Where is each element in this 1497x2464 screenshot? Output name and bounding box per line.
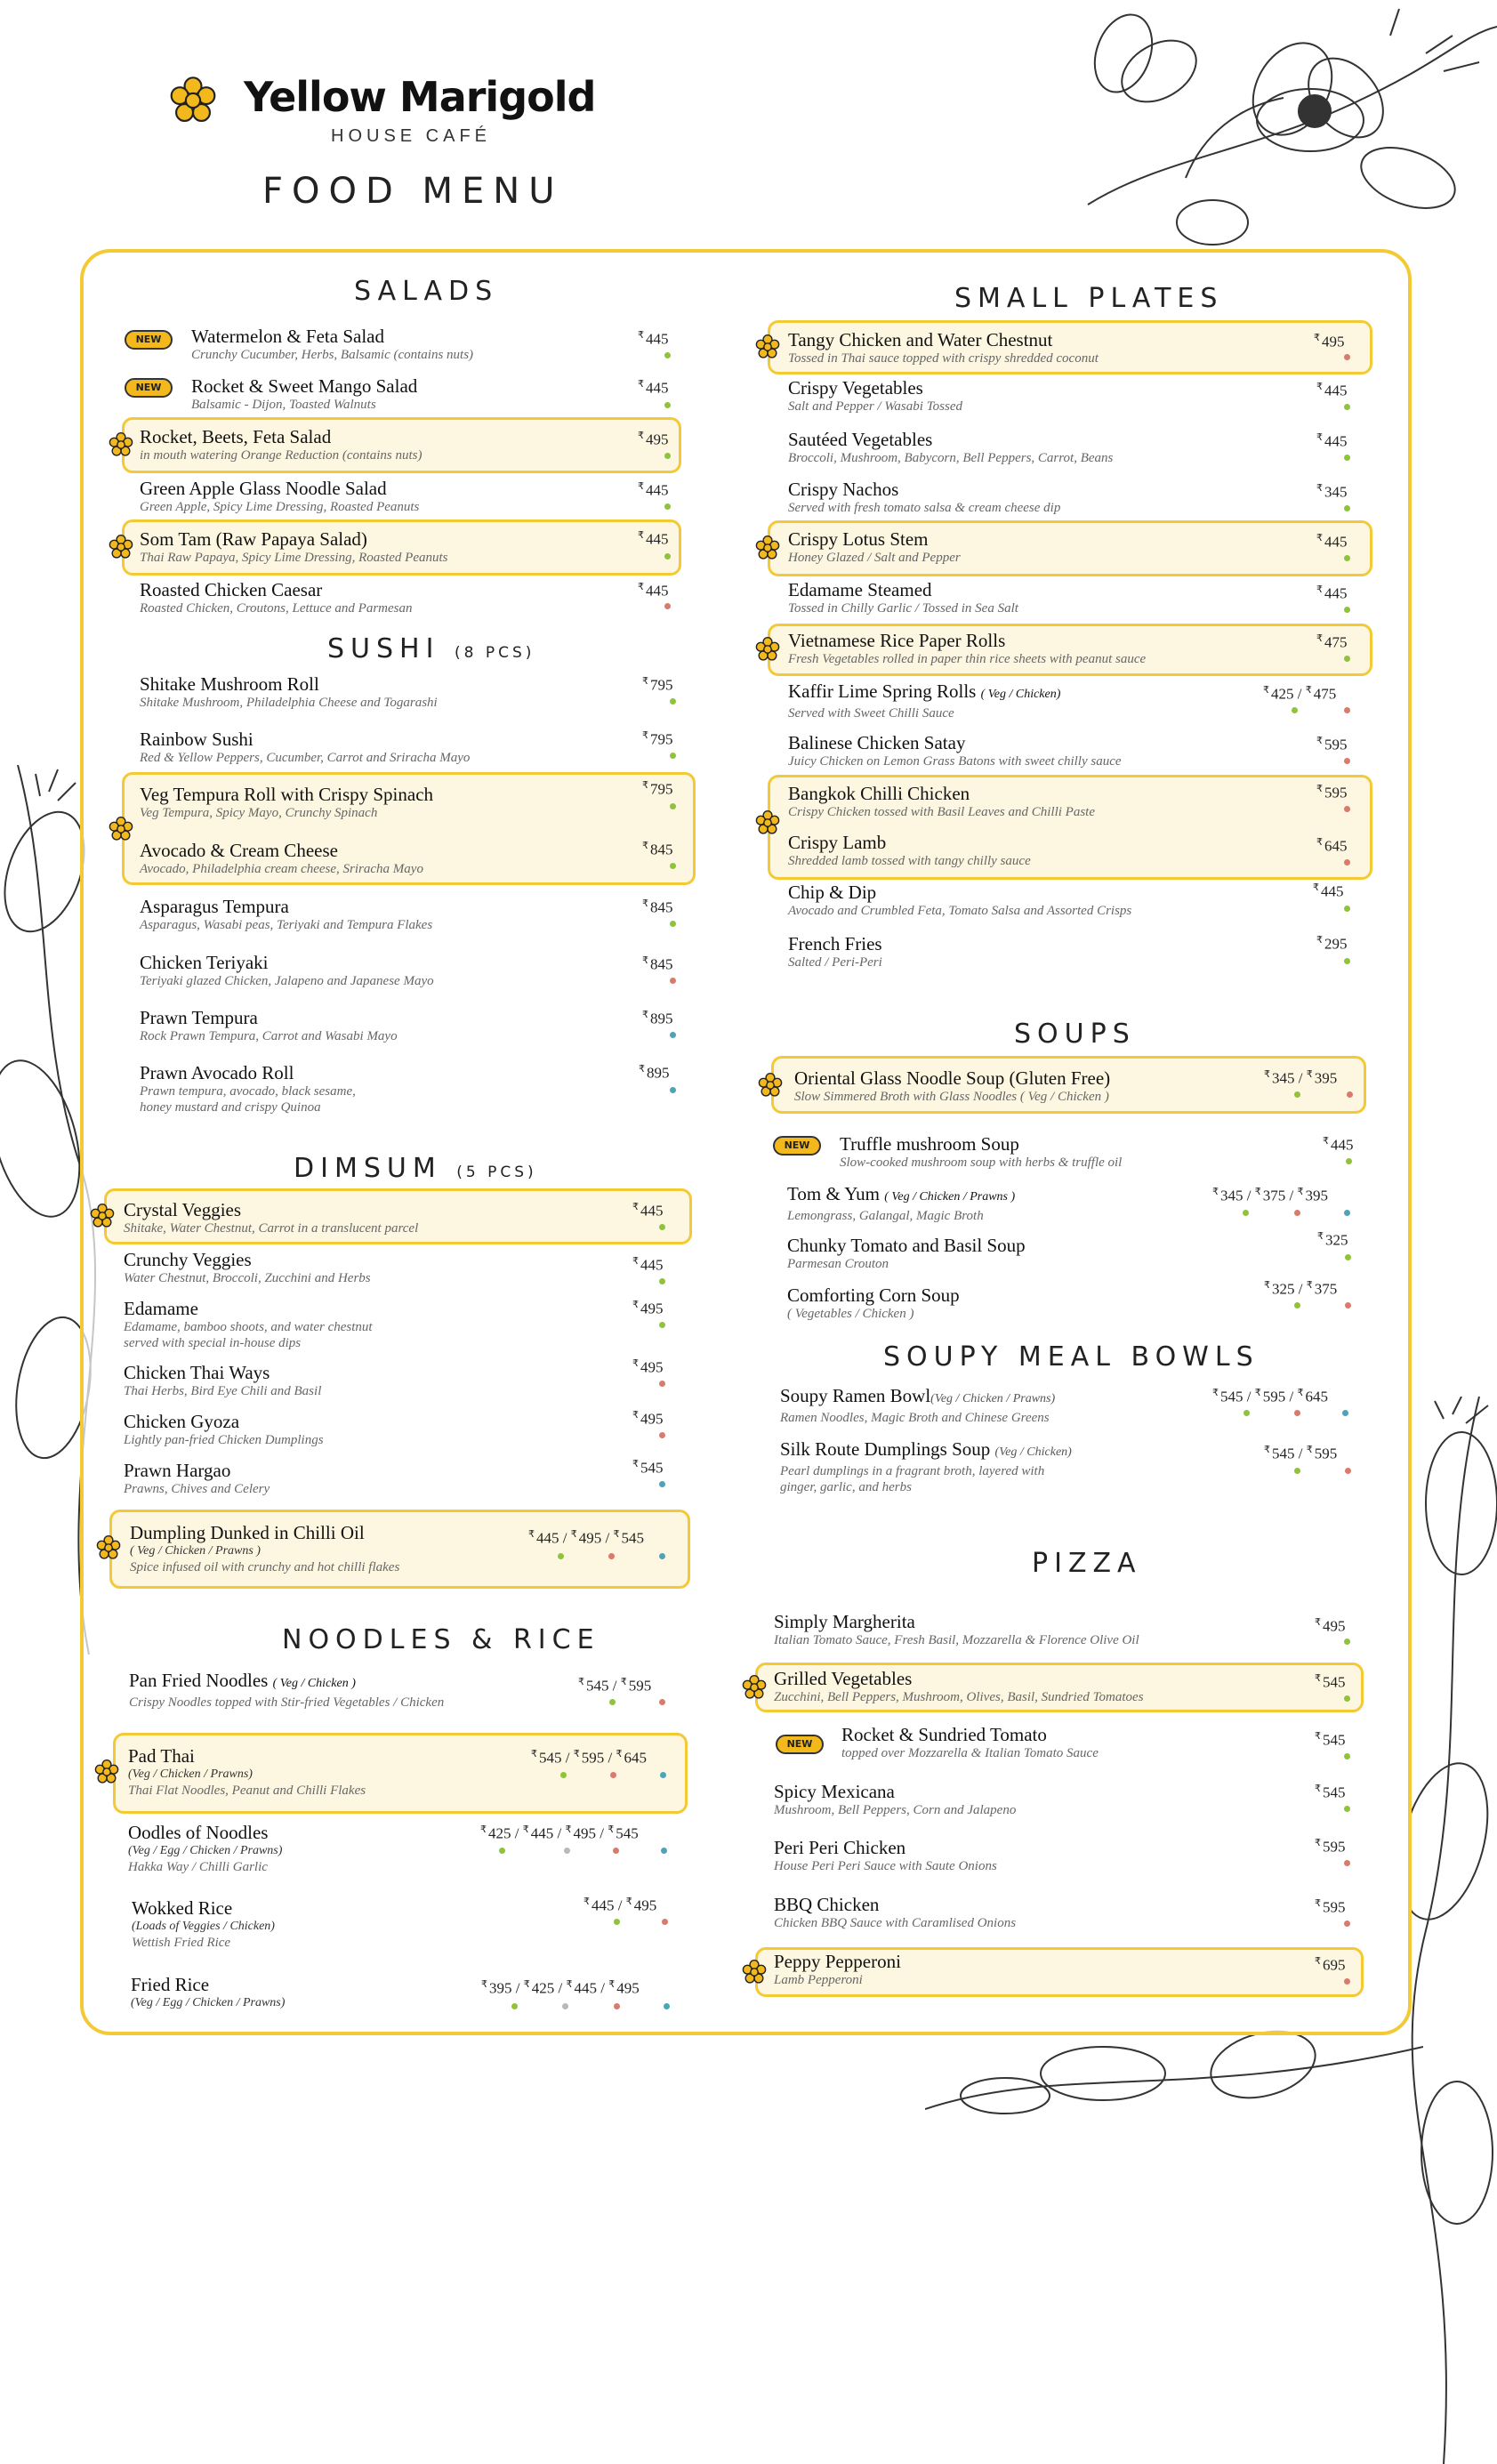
veg-dot bbox=[1344, 505, 1350, 511]
veg-dot bbox=[1292, 707, 1298, 713]
prawn-dot bbox=[1342, 1410, 1348, 1416]
section-note-sushi: (8 PCS) bbox=[455, 644, 535, 662]
menu-item: Dumpling Dunked in Chilli Oil ( Veg / Chicken / Prawns ) Spice infused oil with crunchy and hot chilli flakes bbox=[130, 1522, 400, 1574]
menu-item: Silk Route Dumplings Soup (Veg / Chicken) Pearl dumplings in a fragrant broth, layered with ginger, garlic, and herbs bbox=[780, 1438, 1072, 1494]
chef-special-flower-icon bbox=[109, 535, 133, 560]
veg-dot bbox=[1344, 455, 1350, 461]
veg-dot bbox=[670, 753, 676, 759]
menu-item: Crystal Veggies Shitake, Water Chestnut, Carrot in a translucent parcel bbox=[124, 1199, 419, 1236]
menu-item: Spicy Mexicana Mushroom, Bell Peppers, Corn and Jalapeno bbox=[774, 1781, 1017, 1817]
floral-illustration-right bbox=[1408, 1397, 1497, 2464]
item-price-multi: ₹ 545 / ₹ 595 / ₹ 645 bbox=[1212, 1388, 1328, 1405]
menu-item: Tangy Chicken and Water Chestnut Tossed in Thai sauce topped with crispy shredded coconut bbox=[788, 329, 1099, 366]
veg-dot bbox=[614, 1919, 620, 1925]
chef-special-flower-icon bbox=[755, 637, 780, 662]
veg-dot bbox=[1344, 958, 1350, 964]
menu-item: Watermelon & Feta Salad Crunchy Cucumber, Herbs, Balsamic (contains nuts) bbox=[191, 326, 474, 362]
item-price-multi: ₹ 395 / ₹ 425 / ₹ 445 / ₹ 495 bbox=[481, 1979, 640, 1997]
veg-dot bbox=[664, 453, 671, 459]
veg-dot bbox=[1344, 1695, 1350, 1702]
menu-item: Chicken Gyoza Lightly pan-fried Chicken Dumplings bbox=[124, 1411, 324, 1447]
item-price: ₹ 445 bbox=[1316, 584, 1348, 602]
chef-special-flower-icon bbox=[94, 1759, 119, 1784]
chef-special-flower-icon bbox=[109, 817, 133, 841]
veg-dot bbox=[1344, 607, 1350, 613]
veg-dot bbox=[659, 1224, 665, 1230]
veg-dot bbox=[1294, 1091, 1300, 1098]
menu-item: Balinese Chicken Satay Juicy Chicken on Lemon Grass Batons with sweet chilly sauce bbox=[788, 732, 1122, 769]
veg-dot bbox=[1344, 404, 1350, 410]
chef-special-flower-icon bbox=[755, 810, 780, 835]
menu-item: Chunky Tomato and Basil Soup Parmesan Crouton bbox=[787, 1235, 1026, 1271]
menu-item: Crunchy Veggies Water Chestnut, Broccoli, Zucchini and Herbs bbox=[124, 1249, 371, 1285]
item-price: ₹ 445 bbox=[638, 530, 669, 548]
new-badge: NEW bbox=[776, 1735, 824, 1754]
veg-dot bbox=[1344, 555, 1350, 561]
item-price: ₹ 545 bbox=[1315, 1673, 1346, 1691]
menu-item: Crispy Nachos Served with fresh tomato salsa & cream cheese dip bbox=[788, 479, 1061, 515]
item-price-multi: ₹ 545 / ₹ 595 / ₹ 645 bbox=[531, 1749, 647, 1767]
menu-item: Veg Tempura Roll with Crispy Spinach Veg Tempura, Spicy Mayo, Crunchy Spinach bbox=[140, 784, 434, 820]
menu-item: Green Apple Glass Noodle Salad Green Apple, Spicy Lime Dressing, Roasted Peanuts bbox=[140, 478, 420, 514]
item-price: ₹ 445 bbox=[1316, 533, 1348, 551]
new-badge: NEW bbox=[773, 1136, 821, 1156]
chicken-dot bbox=[1344, 859, 1350, 866]
menu-item: Avocado & Cream Cheese Avocado, Philadelphia cream cheese, Sriracha Mayo bbox=[140, 840, 423, 876]
menu-item: Prawn Tempura Rock Prawn Tempura, Carrot and Wasabi Mayo bbox=[140, 1007, 398, 1043]
menu-item: Peri Peri Chicken House Peri Peri Sauce with Saute Onions bbox=[774, 1837, 997, 1873]
veg-dot bbox=[659, 1322, 665, 1328]
item-price: ₹ 795 bbox=[642, 730, 673, 748]
chicken-dot bbox=[608, 1553, 615, 1559]
item-price: ₹ 495 bbox=[632, 1410, 664, 1428]
veg-dot bbox=[1243, 1210, 1249, 1216]
item-price: ₹ 545 bbox=[1315, 1731, 1346, 1749]
menu-item: Rocket & Sundried Tomato topped over Mozzarella & Italian Tomato Sauce bbox=[841, 1724, 1099, 1760]
chicken-dot bbox=[1344, 1920, 1350, 1927]
item-price: ₹ 475 bbox=[1316, 633, 1348, 651]
veg-dot bbox=[1344, 1753, 1350, 1759]
veg-dot bbox=[1294, 1302, 1300, 1308]
menu-item: Simply Margherita Italian Tomato Sauce, Fresh Basil, Mozzarella & Florence Olive Oil bbox=[774, 1611, 1139, 1647]
menu-item: Tom & Yum ( Veg / Chicken / Prawns ) Lemongrass, Galangal, Magic Broth bbox=[787, 1183, 1016, 1223]
prawn-dot bbox=[659, 1481, 665, 1487]
item-price: ₹ 795 bbox=[642, 780, 673, 798]
item-price-multi: ₹ 425 / ₹ 445 / ₹ 495 / ₹ 545 bbox=[480, 1824, 639, 1842]
veg-dot bbox=[670, 921, 676, 927]
veg-dot bbox=[558, 1553, 564, 1559]
menu-item: Rocket, Beets, Feta Salad in mouth watering Orange Reduction (contains nuts) bbox=[140, 426, 423, 463]
veg-dot bbox=[670, 803, 676, 809]
menu-item: Prawn Hargao Prawns, Chives and Celery bbox=[124, 1460, 270, 1496]
item-price: ₹ 495 bbox=[1314, 333, 1345, 350]
menu-item: BBQ Chicken Chicken BBQ Sauce with Caramlised Onions bbox=[774, 1894, 1017, 1930]
item-price: ₹ 595 bbox=[1316, 736, 1348, 753]
menu-item: Rainbow Sushi Red & Yellow Peppers, Cucumber, Carrot and Sriracha Mayo bbox=[140, 729, 471, 765]
item-price: ₹ 895 bbox=[642, 1010, 673, 1027]
menu-item: Prawn Avocado Roll Prawn tempura, avocado, black sesame, honey mustard and crispy Quinoa bbox=[140, 1062, 356, 1115]
item-price: ₹ 495 bbox=[638, 431, 669, 448]
chef-special-flower-icon bbox=[109, 432, 133, 457]
menu-item: Kaffir Lime Spring Rolls ( Veg / Chicken) Served with Sweet Chilli Sauce bbox=[788, 680, 1061, 721]
menu-item: Grilled Vegetables Zucchini, Bell Peppers, Mushroom, Olives, Basil, Sundried Tomatoes bbox=[774, 1668, 1144, 1704]
item-price-multi: ₹ 545 / ₹ 595 bbox=[1264, 1445, 1338, 1462]
item-price: ₹ 445 bbox=[632, 1256, 664, 1274]
menu-item: Asparagus Tempura Asparagus, Wasabi peas, Teriyaki and Tempura Flakes bbox=[140, 896, 433, 932]
menu-item: Oodles of Noodles (Veg / Egg / Chicken / Prawns) Hakka Way / Chilli Garlic bbox=[128, 1822, 283, 1874]
item-price-multi: ₹ 445 / ₹ 495 / ₹ 545 bbox=[528, 1529, 644, 1547]
prawn-dot bbox=[670, 1087, 676, 1093]
item-price: ₹ 795 bbox=[642, 676, 673, 694]
chef-special-flower-icon bbox=[758, 1073, 783, 1098]
item-price-multi: ₹ 325 / ₹ 375 bbox=[1264, 1280, 1338, 1298]
menu-item: Truffle mushroom Soup Slow-cooked mushroom soup with herbs & truffle oil bbox=[840, 1133, 1123, 1170]
item-price: ₹ 325 bbox=[1317, 1231, 1348, 1249]
new-badge: NEW bbox=[125, 330, 173, 350]
veg-dot bbox=[1344, 656, 1350, 662]
section-title-small-plates: SMALL PLATES bbox=[954, 283, 1224, 314]
item-price: ₹ 445 bbox=[638, 379, 669, 397]
chicken-dot bbox=[1344, 1860, 1350, 1866]
section-title-salads: SALADS bbox=[354, 276, 499, 307]
brand-subtitle: HOUSE CAFÉ bbox=[331, 126, 492, 146]
item-price: ₹ 695 bbox=[1315, 1956, 1346, 1974]
menu-item: French Fries Salted / Peri-Peri bbox=[788, 933, 882, 970]
prawn-dot bbox=[660, 1772, 666, 1778]
item-price: ₹ 295 bbox=[1316, 935, 1348, 953]
new-badge: NEW bbox=[125, 378, 173, 398]
chef-special-flower-icon bbox=[742, 1960, 767, 1985]
chef-special-flower-icon bbox=[755, 535, 780, 560]
item-price: ₹ 445 bbox=[1313, 882, 1344, 900]
menu-item: Chip & Dip Avocado and Crumbled Feta, Tomato Salsa and Assorted Crisps bbox=[788, 882, 1132, 918]
item-price: ₹ 845 bbox=[642, 898, 673, 916]
item-price: ₹ 845 bbox=[642, 955, 673, 973]
chicken-dot bbox=[1347, 1091, 1353, 1098]
menu-item: Oriental Glass Noodle Soup (Gluten Free) Slow Simmered Broth with Glass Noodles ( Veg / Chicken ) bbox=[794, 1067, 1111, 1104]
veg-dot bbox=[664, 352, 671, 358]
egg-dot bbox=[562, 2003, 568, 2009]
prawn-dot bbox=[1344, 1210, 1350, 1216]
item-price: ₹ 445 bbox=[1316, 382, 1348, 399]
item-price: ₹ 495 bbox=[632, 1300, 664, 1317]
chicken-dot bbox=[662, 1919, 668, 1925]
item-price: ₹ 445 bbox=[638, 481, 669, 499]
item-price: ₹ 545 bbox=[1315, 1784, 1346, 1801]
chef-special-flower-icon bbox=[742, 1675, 767, 1700]
item-price: ₹ 645 bbox=[1316, 837, 1348, 855]
veg-dot bbox=[1294, 1468, 1300, 1474]
menu-item: Vietnamese Rice Paper Rolls Fresh Vegetables rolled in paper thin rice sheets with peanut sauce bbox=[788, 630, 1147, 666]
menu-item: Crispy Lamb Shredded lamb tossed with tangy chilly sauce bbox=[788, 832, 1031, 868]
prawn-dot bbox=[670, 1032, 676, 1038]
menu-item: Peppy Pepperoni Lamb Pepperoni bbox=[774, 1951, 901, 1987]
chef-special-flower-icon bbox=[90, 1204, 115, 1228]
item-price: ₹ 445 bbox=[1316, 432, 1348, 450]
item-price: ₹ 495 bbox=[632, 1358, 664, 1376]
veg-dot bbox=[664, 503, 671, 510]
veg-dot bbox=[511, 2003, 518, 2009]
chicken-dot bbox=[1344, 1978, 1350, 1985]
chicken-dot bbox=[670, 978, 676, 984]
section-title-sushi: SUSHI (8 PCS) bbox=[327, 633, 535, 664]
item-price: ₹ 445 bbox=[632, 1202, 664, 1220]
floral-illustration-top-right bbox=[1052, 0, 1497, 267]
prawn-dot bbox=[661, 1848, 667, 1854]
item-price-multi: ₹ 445 / ₹ 495 bbox=[584, 1896, 657, 1914]
chicken-dot bbox=[610, 1772, 616, 1778]
chicken-dot bbox=[1344, 707, 1350, 713]
menu-item: Sautéed Vegetables Broccoli, Mushroom, Babycorn, Bell Peppers, Carrot, Beans bbox=[788, 429, 1114, 465]
chef-special-flower-icon bbox=[755, 334, 780, 359]
veg-dot bbox=[1346, 1158, 1352, 1164]
item-price: ₹ 445 bbox=[1323, 1136, 1354, 1154]
marigold-logo-icon bbox=[169, 76, 217, 125]
chef-special-flower-icon bbox=[96, 1535, 121, 1560]
chicken-dot bbox=[613, 1848, 619, 1854]
chicken-dot bbox=[1345, 1468, 1351, 1474]
menu-item: Som Tam (Raw Papaya Salad) Thai Raw Papaya, Spicy Lime Dressing, Roasted Peanuts bbox=[140, 528, 448, 565]
chicken-dot bbox=[659, 1432, 665, 1438]
item-price: ₹ 495 bbox=[1315, 1617, 1346, 1635]
menu-item: Pan Fried Noodles ( Veg / Chicken ) Crispy Noodles topped with Stir-fried Vegetables / Chicken bbox=[129, 1670, 445, 1710]
menu-item: Chicken Teriyaki Teriyaki glazed Chicken, Jalapeno and Japanese Mayo bbox=[140, 952, 434, 988]
egg-dot bbox=[564, 1848, 570, 1854]
brand-name: Yellow Marigold bbox=[244, 73, 596, 121]
veg-dot bbox=[1344, 906, 1350, 912]
section-title-dimsum: DIMSUM (5 PCS) bbox=[294, 1153, 537, 1184]
veg-dot bbox=[560, 1772, 567, 1778]
chicken-dot bbox=[1344, 806, 1350, 812]
veg-dot bbox=[659, 1278, 665, 1284]
chicken-dot bbox=[1344, 354, 1350, 360]
chicken-dot bbox=[1294, 1210, 1300, 1216]
menu-item: Chicken Thai Ways Thai Herbs, Bird Eye Chili and Basil bbox=[124, 1362, 322, 1398]
item-price-multi: ₹ 545 / ₹ 595 bbox=[578, 1677, 652, 1695]
menu-item: Crispy Vegetables Salt and Pepper / Wasabi Tossed bbox=[788, 377, 962, 414]
item-price-multi: ₹ 345 / ₹ 375 / ₹ 395 bbox=[1212, 1187, 1328, 1204]
item-price-multi: ₹ 345 / ₹ 395 bbox=[1264, 1069, 1338, 1087]
section-title-soups: SOUPS bbox=[1014, 1019, 1136, 1050]
item-price-multi: ₹ 425 / ₹ 475 bbox=[1263, 685, 1337, 703]
menu-item: Pad Thai (Veg / Chicken / Prawns) Thai Flat Noodles, Peanut and Chilli Flakes bbox=[128, 1745, 366, 1798]
menu-item: Fried Rice (Veg / Egg / Chicken / Prawns) bbox=[131, 1974, 286, 2009]
section-note-dimsum: (5 PCS) bbox=[456, 1164, 537, 1181]
menu-item: Crispy Lotus Stem Honey Glazed / Salt and Pepper bbox=[788, 528, 961, 565]
veg-dot bbox=[670, 863, 676, 869]
menu-item: Comforting Corn Soup ( Vegetables / Chicken ) bbox=[787, 1284, 960, 1321]
item-price: ₹ 345 bbox=[1316, 483, 1348, 501]
section-title-pizza: PIZZA bbox=[1032, 1548, 1142, 1579]
veg-dot bbox=[670, 698, 676, 705]
item-price: ₹ 545 bbox=[632, 1459, 664, 1477]
veg-dot bbox=[664, 402, 671, 408]
menu-item: Rocket & Sweet Mango Salad Balsamic - Dijon, Toasted Walnuts bbox=[191, 375, 418, 412]
item-price: ₹ 445 bbox=[638, 582, 669, 600]
item-price: ₹ 445 bbox=[638, 330, 669, 348]
section-title-bowls: SOUPY MEAL BOWLS bbox=[883, 1341, 1260, 1373]
item-price: ₹ 595 bbox=[1316, 784, 1348, 801]
chicken-dot bbox=[659, 1699, 665, 1705]
chicken-dot bbox=[664, 603, 671, 609]
prawn-dot bbox=[664, 2003, 670, 2009]
chicken-dot bbox=[614, 2003, 620, 2009]
menu-item: Edamame Steamed Tossed in Chilly Garlic / Tossed in Sea Salt bbox=[788, 579, 1018, 616]
veg-dot bbox=[609, 1699, 616, 1705]
veg-dot bbox=[1344, 1639, 1350, 1645]
menu-item: Shitake Mushroom Roll Shitake Mushroom, Philadelphia Cheese and Togarashi bbox=[140, 673, 438, 710]
page-title: FOOD MENU bbox=[262, 171, 564, 212]
menu-item: Bangkok Chilli Chicken Crispy Chicken tossed with Basil Leaves and Chilli Paste bbox=[788, 783, 1095, 819]
menu-item: Roasted Chicken Caesar Roasted Chicken, Croutons, Lettuce and Parmesan bbox=[140, 579, 413, 616]
item-price: ₹ 895 bbox=[639, 1064, 670, 1082]
chicken-dot bbox=[1345, 1302, 1351, 1308]
veg-dot bbox=[1344, 1806, 1350, 1812]
chicken-dot bbox=[1294, 1410, 1300, 1416]
veg-dot bbox=[499, 1848, 505, 1854]
veg-dot bbox=[664, 553, 671, 560]
item-price: ₹ 595 bbox=[1315, 1898, 1346, 1916]
chicken-dot bbox=[1344, 758, 1350, 764]
prawn-dot bbox=[659, 1553, 665, 1559]
item-price: ₹ 845 bbox=[642, 841, 673, 858]
veg-dot bbox=[1243, 1410, 1250, 1416]
chicken-dot bbox=[659, 1381, 665, 1387]
veg-dot bbox=[1345, 1254, 1351, 1260]
menu-item: Wokked Rice (Loads of Veggies / Chicken) Wettish Fried Rice bbox=[132, 1897, 275, 1950]
menu-item: Edamame Edamame, bamboo shoots, and water chestnut served with special in-house dips bbox=[124, 1298, 373, 1350]
menu-item: Soupy Ramen Bowl(Veg / Chicken / Prawns) Ramen Noodles, Magic Broth and Chinese Greens bbox=[780, 1385, 1056, 1425]
item-price: ₹ 595 bbox=[1315, 1838, 1346, 1856]
section-title-noodles: NOODLES & RICE bbox=[282, 1624, 600, 1655]
